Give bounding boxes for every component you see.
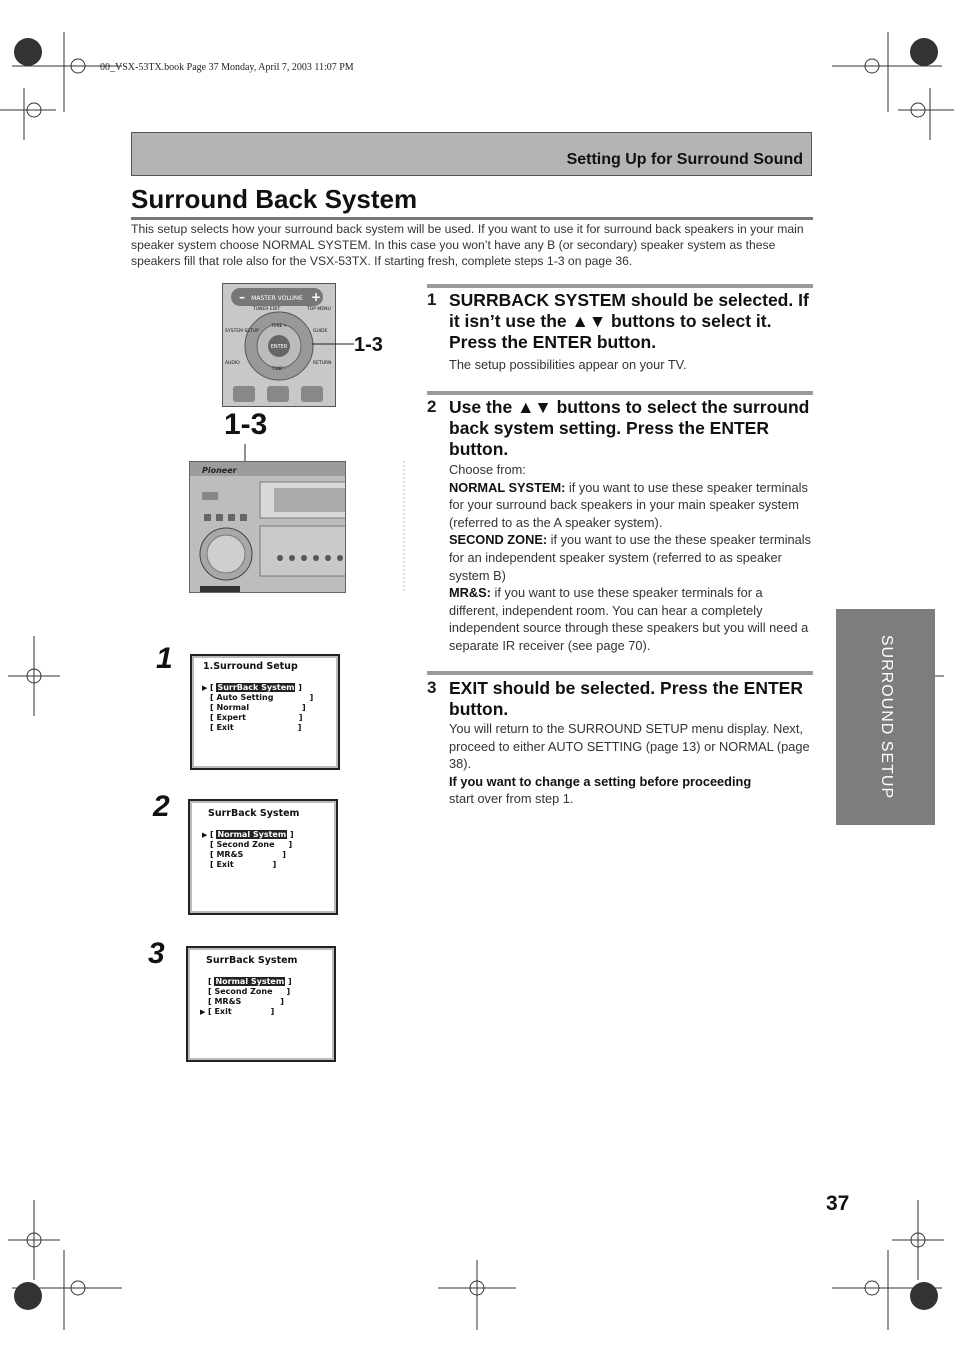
step-3-number: 3 <box>427 678 437 697</box>
tv-screen-2-item-1: [ Normal System ] <box>210 830 294 839</box>
tv-screen-3-item-2: [ Second Zone ] <box>208 987 291 996</box>
page-number: 37 <box>826 1192 850 1215</box>
step-2-option-normal: NORMAL SYSTEM: if you want to use these speaker terminals for your surround back speakers in your main speaker system (referred to as the A speaker system). <box>449 479 808 530</box>
step-2-body <box>449 461 813 655</box>
tv-screen-3-item-4: [ Exit ] <box>208 1007 275 1016</box>
tv-screen-2-item-3: [ MR&S ] <box>210 850 286 859</box>
tv-screen-2-cursor: ▶ <box>202 831 208 839</box>
tv-screen-1-item-1: [ SurrBack System ] <box>210 683 302 692</box>
receiver-dashed-edge <box>403 461 407 591</box>
tv-screen-1-cursor: ▶ <box>202 684 208 692</box>
remote-callout-label: 1-3 <box>354 334 383 356</box>
step-1-body: The setup possibilities appear on your TV. <box>449 357 687 372</box>
intro-paragraph: This setup selects how your surround back system will be used. If you want to use it for surround back speakers in your main speaker system choose NORMAL SYSTEM. In this case you won’t have any B (or secondary) speaker system as these speakers fill that role also for the VSX-53TX. If starting fresh, complete steps 1-3 on page 36. <box>131 222 804 268</box>
screen-step-3-label: 3 <box>148 937 165 970</box>
screen-step-2-label: 2 <box>153 790 170 823</box>
tv-screen-1-title: 1.Surround Setup <box>203 661 298 672</box>
receiver-graphic <box>190 462 346 593</box>
tv-screen-3-item-3: [ MR&S ] <box>208 997 284 1006</box>
tv-screen-2 <box>188 799 338 915</box>
remote-return-label: RETURN <box>313 361 332 366</box>
step-2-option-second-zone: SECOND ZONE: if you want to use the these speaker terminals for an independent speaker system (referred to as speaker system B) <box>449 532 812 583</box>
remote-audio-label: AUDIO <box>225 361 240 366</box>
svg-text:+: + <box>311 290 322 304</box>
svg-text:TUNER EDIT: TUNER EDIT <box>253 307 281 312</box>
step-1-number: 1 <box>427 290 437 309</box>
step-3-note-heading: If you want to change a setting before proceeding <box>449 773 752 789</box>
tv-screen-2-item-2: [ Second Zone ] <box>210 840 293 849</box>
tv-screen-3-cursor: ▶ <box>200 1008 206 1016</box>
step-2-rule <box>427 391 813 395</box>
screen-step-1-label: 1 <box>156 642 173 675</box>
tv-screen-3-item-1: [ Normal System ] <box>208 977 292 986</box>
page-title: Surround Back System <box>131 184 418 214</box>
step-2-choose-from: Choose from: <box>449 462 526 477</box>
svg-text:–: – <box>239 290 245 304</box>
side-tab <box>836 609 935 825</box>
step-3-note-body: start over from step 1. <box>449 791 574 807</box>
tv-screen-3-title: SurrBack System <box>206 955 298 966</box>
remote-system-setup-label: SYSTEM SETUP <box>225 329 259 334</box>
step-2-number: 2 <box>427 397 437 416</box>
title-rule <box>131 217 813 220</box>
remote-enter-label: ENTER <box>270 344 288 350</box>
tv-screen-1-item-4: [ Expert ] <box>210 713 303 722</box>
print-header: 00_VSX-53TX.book Page 37 Monday, April 7, 2003 11:07 PM <box>100 62 354 73</box>
tv-screen-1-item-5: [ Exit ] <box>210 723 302 732</box>
remote-tune-up-label: TUNE + <box>271 323 287 328</box>
remote-callout-line <box>312 330 356 360</box>
step-3-text: You will return to the SURROUND SETUP menu display. Next, proceed to either AUTO SETTING (page 13) or NORMAL (page 38). <box>449 721 810 772</box>
tv-screen-1 <box>190 654 340 770</box>
tv-screen-3 <box>186 946 336 1062</box>
section-title: Setting Up for Surround Sound <box>566 151 803 168</box>
step-2-option-mrs: MR&S: if you want to use these speaker terminals for a different, independent room. You can hear a completely independent source through these speakers but you will need a separate IR receiver (see page 70). <box>449 585 809 653</box>
remote-top-menu-label: TOP MENU <box>307 307 331 312</box>
step-3-rule <box>427 671 813 675</box>
step-1-rule <box>427 284 813 288</box>
receiver-brand: Pioneer <box>202 466 237 475</box>
tv-screen-1-item-3: [ Normal ] <box>210 703 306 712</box>
step-3-heading: EXIT should be selected. Press the ENTER button. <box>449 678 803 719</box>
step-1-heading: SURRBACK SYSTEM should be selected. If it isn’t use the ▲▼ buttons to select it. Press the ENTER button. <box>449 290 809 352</box>
receiver-illustration <box>189 461 346 593</box>
tv-screen-2-title: SurrBack System <box>208 808 300 819</box>
step-2-heading: Use the ▲▼ buttons to select the surround back system setting. Press the ENTER button. <box>449 397 810 459</box>
remote-volume-label: MASTER VOLUME <box>251 295 303 302</box>
remote-guide-label: GUIDE <box>313 329 328 334</box>
tv-screen-2-item-4: [ Exit ] <box>210 860 277 869</box>
section-header-bar <box>131 132 812 176</box>
remote-tune-down-label: TUNE – <box>271 366 287 371</box>
step-3-body <box>449 720 813 808</box>
tv-screen-1-item-2: [ Auto Setting ] <box>210 693 314 702</box>
receiver-callout-label: 1-3 <box>224 408 268 441</box>
side-tab-label: SURROUND SETUP <box>877 634 895 800</box>
